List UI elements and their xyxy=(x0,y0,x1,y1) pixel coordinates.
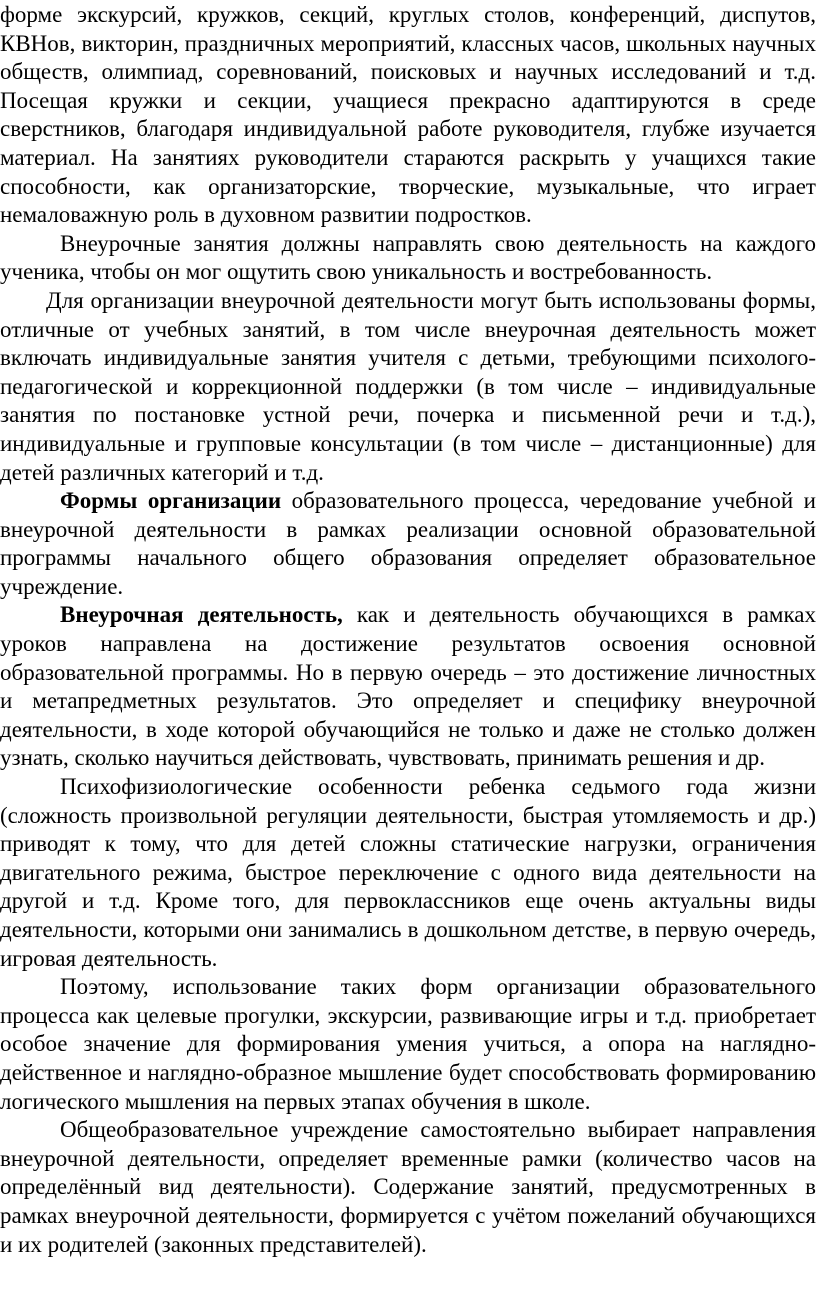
paragraph-8-text: Общеобразовательное учреждение самостоятельно выбирает направления внеурочной деятельности, определяет временные рамки (количество часов на определённый вид деятельности). Содержание занятий, предусмотренных в рамках внеурочной деятельности, формируется с учётом пожеланий обучающихся и их родителей (законных представителей). xyxy=(0,1117,816,1257)
paragraph-4 xyxy=(0,487,816,601)
paragraph-1 xyxy=(0,1,816,230)
paragraph-1-text: форме экскурсий, кружков, секций, круглых столов, конференций, диспутов, КВНов, викторин, праздничных мероприятий, классных часов, школьных научных обществ, олимпиад, соревнований, поисковых и научных исследований и т.д. Посещая кружки и секции, учащиеся прекрасно адаптируются в среде сверстников, благодаря индивидуальной работе руководителя, глубже изучается материал. На занятиях руководители стараются раскрыть у учащихся такие способности, как организаторские, творческие, музыкальные, что играет немаловажную роль в духовном развитии подростков. xyxy=(0,2,816,228)
paragraph-6 xyxy=(0,773,816,973)
paragraph-5-bold-term: Внеурочная деятельность, xyxy=(60,602,343,628)
paragraph-7-text: Поэтому, использование таких форм организации образовательного процесса как целевые прогулки, экскурсии, развивающие игры и т.д. приобретает особое значение для формирования умения учиться, а опора на наглядно-действенное и наглядно-образное мышление будет способствовать формированию логического мышления на первых этапах обучения в школе. xyxy=(0,974,816,1114)
paragraph-8 xyxy=(0,1116,816,1259)
paragraph-4-text: образовательного процесса, чередование учебной и внеурочной деятельности в рамках реализации основной образовательной программы начального общего образования определяет образовательное учреждение. xyxy=(0,488,816,599)
paragraph-5-text: как и деятельность обучающихся в рамках уроков направлена на достижение результатов освоения основной образовательной программы. Но в первую очередь – это достижение личностных и метапредметных результатов. Это определяет и специфику внеурочной деятельности, в ходе которой обучающийся не только и даже не столько должен узнать, сколько научиться действовать, чувствовать, принимать решения и др. xyxy=(0,602,816,771)
paragraph-3 xyxy=(0,287,816,487)
paragraph-5 xyxy=(0,601,816,773)
paragraph-4-bold-term: Формы организации xyxy=(60,488,282,514)
paragraph-3-text: Для организации внеурочной деятельности могут быть использованы формы, отличные от учебных занятий, в том числе внеурочная деятельность может включать индивидуальные занятия учителя с детьми, требующими психолого-педагогической и коррекционной поддержки (в том числе – индивидуальные занятия по постановке устной речи, почерка и письменной речи и т.д.), индивидуальные и групповые консультации (в том числе – дистанционные) для детей различных категорий и т.д. xyxy=(0,287,816,485)
paragraph-2 xyxy=(0,230,816,287)
paragraph-6-text: Психофизиологические особенности ребенка седьмого года жизни (сложность произвольной регуляции деятельности, быстрая утомляемость и др.) приводят к тому, что для детей сложны статические нагрузки, ограничения двигательного режима, быстрое переключение с одного вида деятельности на другой и т.д. Кроме того, для первоклассников еще очень актуальны виды деятельности, которыми они занимались в дошкольном детстве, в первую очередь, игровая деятельность. xyxy=(0,774,816,971)
paragraph-7 xyxy=(0,973,816,1116)
paragraph-2-text: Внеурочные занятия должны направлять свою деятельность на каждого ученика, чтобы он мог ощутить свою уникальность и востребованность. xyxy=(0,230,816,285)
